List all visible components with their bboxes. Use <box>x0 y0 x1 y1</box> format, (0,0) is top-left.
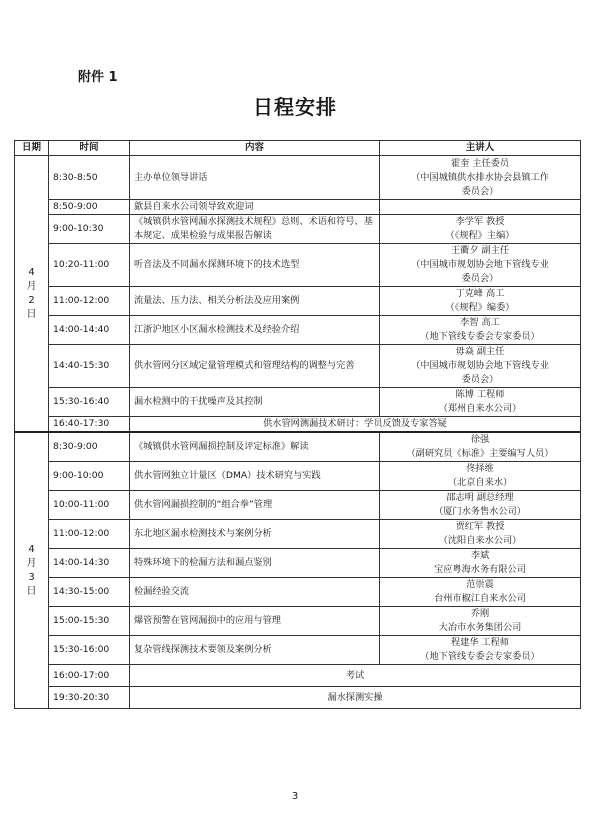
speaker-cell <box>380 432 581 462</box>
date-char: 3 <box>28 571 35 583</box>
time-cell: 8:50-9:00 <box>49 200 130 215</box>
speaker-cell <box>380 316 581 345</box>
content-cell: 供水管网独立计量区（DMA）技术研究与实践 <box>130 462 380 491</box>
merged-content-cell: 考试 <box>130 665 581 687</box>
speaker-cell <box>380 462 581 491</box>
date-text <box>15 543 48 599</box>
date-cell <box>15 432 49 709</box>
merged-content-cell: 供水管网测漏技术研讨：学员反馈及专家答疑 <box>130 417 581 433</box>
speaker-line: （地下管线专委会专家委员） <box>420 331 540 342</box>
schedule-row <box>15 578 581 607</box>
speaker-cell <box>380 388 581 417</box>
schedule-row <box>15 520 581 549</box>
date-char: 日 <box>26 308 37 320</box>
date-char: 日 <box>26 585 37 597</box>
schedule-row-full <box>15 665 581 687</box>
speaker-line: （《规程》主编） <box>445 230 515 241</box>
time-cell: 8:30-8:50 <box>49 156 130 200</box>
speaker-line: （厦门水务售水公司） <box>434 506 526 517</box>
content-cell: 主办单位领导讲话 <box>130 156 380 200</box>
schedule-row <box>15 215 581 244</box>
speaker-line: 陈博 工程师 <box>455 389 505 400</box>
page-number: 3 <box>291 791 299 802</box>
date-char: 4 <box>28 543 35 555</box>
schedule-row <box>15 388 581 417</box>
speaker-line: 程建华 工程师 <box>450 637 510 648</box>
speaker-line: （中国城市规划协会地下管线专业 <box>411 259 549 270</box>
date-char: 2 <box>28 294 35 306</box>
speaker-line: 李智 高工 <box>460 317 500 328</box>
speaker-cell <box>380 244 581 287</box>
speaker-line: （中国城镇供水排水协会县镇工作 <box>411 171 549 183</box>
speaker-line: 王衢夕 副主任 <box>450 245 510 256</box>
content-cell: 漏水检测中的干扰噪声及其控制 <box>130 388 380 417</box>
date-text <box>15 266 48 322</box>
speaker-cell <box>380 549 581 578</box>
speaker-cell <box>380 215 581 244</box>
speaker-cell <box>380 156 581 200</box>
speaker-cell <box>380 491 581 520</box>
content-cell: 流量法、压力法、相关分析法及应用案例 <box>130 287 380 316</box>
speaker-line: 丁克峰 高工 <box>455 288 505 299</box>
content-cell: 复杂管线探测技术要领及案例分析 <box>130 636 380 665</box>
content-cell: 《城镇供水管网漏损控制及评定标准》解读 <box>130 432 380 462</box>
speaker-line: （中国城市规划协会地下管线专业 <box>411 360 549 371</box>
speaker-line: 毋焱 副主任 <box>455 346 505 357</box>
header-date: 日期 <box>15 141 49 156</box>
speaker-line: 霍奎 主任委员 <box>450 157 510 169</box>
content-cell: 供水管网分区域定量管理模式和管理结构的调整与完善 <box>130 345 380 388</box>
time-cell: 10:20-11:00 <box>49 244 130 287</box>
time-cell: 16:00-17:00 <box>49 665 130 687</box>
speaker-cell <box>380 607 581 636</box>
schedule-row <box>15 287 581 316</box>
speaker-line: （《规程》编委） <box>445 302 515 313</box>
attachment-label: 附件 1 <box>78 70 118 85</box>
time-cell: 14:30-15:00 <box>49 578 130 607</box>
time-cell: 9:00-10:30 <box>49 215 130 244</box>
speaker-line: 贾红军 教授 <box>455 521 505 532</box>
speaker-line: 徐强 <box>470 434 490 445</box>
speaker-cell <box>380 345 581 388</box>
header-content: 内容 <box>130 141 380 156</box>
time-cell: 10:00-11:00 <box>49 491 130 520</box>
time-cell: 14:00-14:40 <box>49 316 130 345</box>
schedule-row <box>15 345 581 388</box>
time-cell: 11:00-12:00 <box>49 287 130 316</box>
content-cell: 供水管网漏损控制的“组合拳”管理 <box>130 491 380 520</box>
time-cell: 15:00-15:30 <box>49 607 130 636</box>
content-cell: 江浙沪地区小区漏水检测技术及经验介绍 <box>130 316 380 345</box>
speaker-line: 乔刚 <box>470 608 490 619</box>
content-cell: 《城镇供水管网漏水探测技术规程》总则、术语和符号、基本规定、成果检验与成果报告解读 <box>130 215 380 244</box>
speaker-line: 委员会） <box>461 273 499 284</box>
time-cell: 15:30-16:40 <box>49 388 130 417</box>
content-cell: 爆管预警在管网漏损中的应用与管理 <box>130 607 380 636</box>
content-cell: 听音法及不同漏水探测环境下的技术选型 <box>130 244 380 287</box>
header-speaker: 主讲人 <box>380 141 581 156</box>
schedule-row <box>15 156 581 200</box>
content-cell: 检漏经验交流 <box>130 578 380 607</box>
speaker-cell <box>380 200 581 215</box>
speaker-line: （北京自来水） <box>447 477 513 488</box>
time-cell: 9:00-10:00 <box>49 462 130 491</box>
time-cell: 8:30-9:00 <box>49 432 130 462</box>
speaker-line: 宝应粤海水务有限公司 <box>434 564 526 575</box>
speaker-line: 委员会） <box>461 185 499 197</box>
speaker-line: （郑州自来水公司） <box>438 403 522 414</box>
schedule-table <box>14 140 581 709</box>
schedule-row <box>15 549 581 578</box>
time-cell: 11:00-12:00 <box>49 520 130 549</box>
speaker-line: 李学军 教授 <box>455 216 505 227</box>
content-cell: 特殊环境下的检漏方法和漏点鉴别 <box>130 549 380 578</box>
schedule-row <box>15 244 581 287</box>
table-header-row <box>15 141 581 156</box>
content-cell: 歙县自来水公司领导致欢迎词 <box>130 200 380 215</box>
speaker-cell <box>380 636 581 665</box>
speaker-line: 佟择维 <box>466 463 494 474</box>
speaker-cell <box>380 578 581 607</box>
schedule-row <box>15 462 581 491</box>
time-cell: 14:00-14:30 <box>49 549 130 578</box>
time-cell: 14:40-15:30 <box>49 345 130 388</box>
schedule-row-full <box>15 417 581 433</box>
schedule-row <box>15 607 581 636</box>
speaker-line: 邵志明 副总经理 <box>446 492 514 503</box>
time-cell: 19:30-20:30 <box>49 687 130 709</box>
schedule-row <box>15 200 581 215</box>
speaker-line: 委员会） <box>461 374 499 385</box>
date-char: 4 <box>28 266 35 278</box>
speaker-cell <box>380 520 581 549</box>
merged-content-cell: 漏水探测实操 <box>130 687 581 709</box>
schedule-row-full <box>15 687 581 709</box>
page-title: 日程安排 <box>253 95 337 119</box>
content-cell: 东北地区漏水检测技术与案例分析 <box>130 520 380 549</box>
speaker-line: 范崇震 <box>466 579 494 590</box>
speaker-line: （副研究员《标准》主要编写人员） <box>406 448 554 459</box>
schedule-row <box>15 491 581 520</box>
speaker-line: 李斌 <box>470 550 490 561</box>
schedule-row <box>15 636 581 665</box>
time-cell: 16:40-17:30 <box>49 417 130 433</box>
schedule-row <box>15 316 581 345</box>
speaker-line: 大冶市水务集团公司 <box>438 622 522 633</box>
speaker-line: （地下管线专委会专家委员） <box>420 651 540 662</box>
time-cell: 15:30-16:00 <box>49 636 130 665</box>
header-time: 时间 <box>49 141 130 156</box>
date-cell <box>15 156 49 433</box>
date-char: 月 <box>26 557 37 569</box>
date-char: 月 <box>26 280 37 292</box>
speaker-line: （沈阳自来水公司） <box>438 535 522 546</box>
speaker-line: 台州市椒江自来水公司 <box>434 593 526 604</box>
schedule-row <box>15 432 581 462</box>
speaker-cell <box>380 287 581 316</box>
